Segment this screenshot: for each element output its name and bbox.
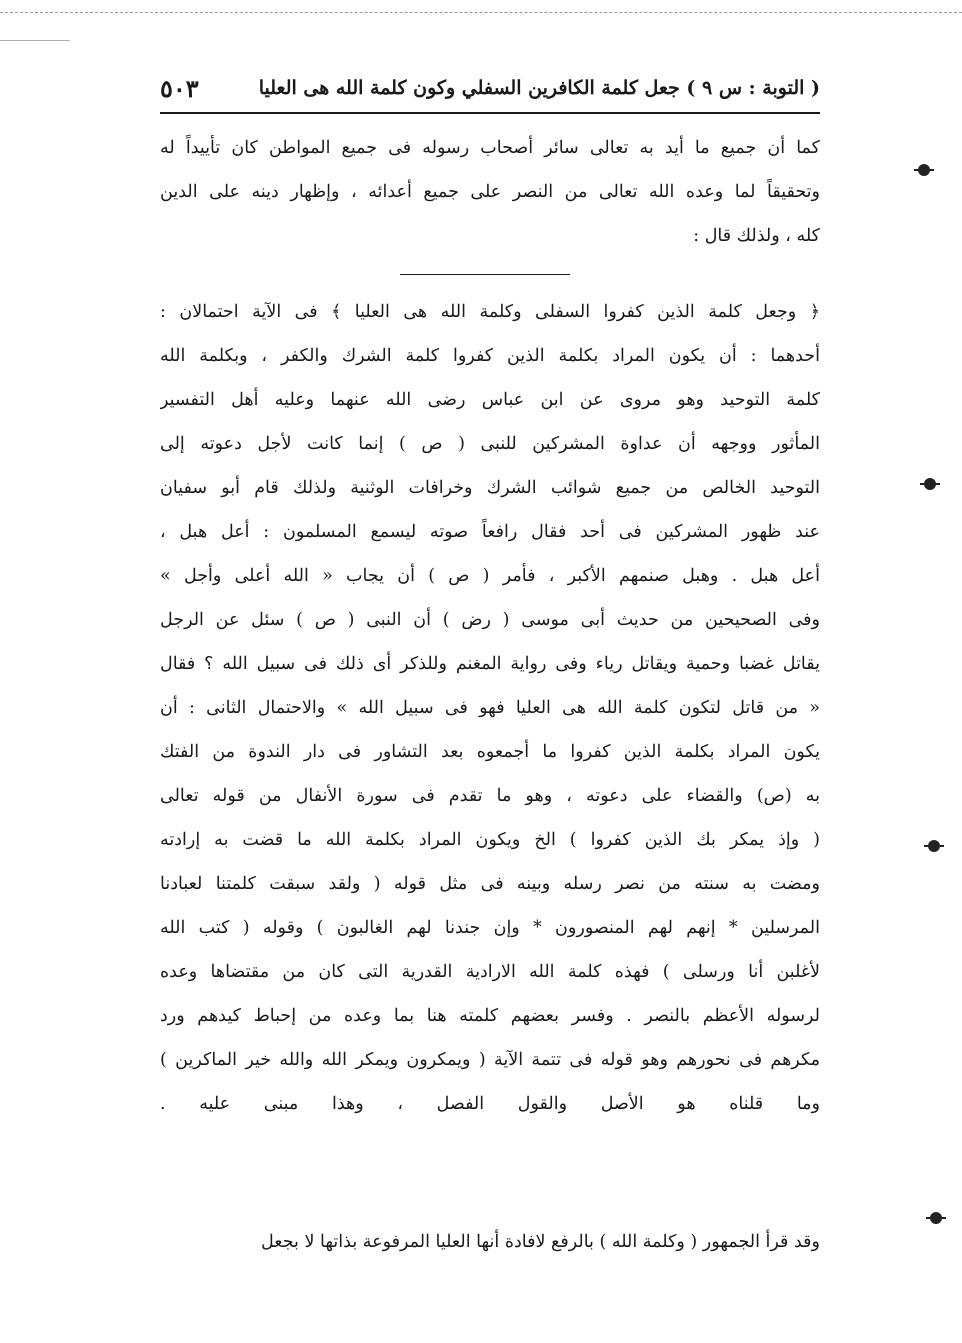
scan-edge-line	[0, 12, 962, 14]
text-line: ( وإذ يمكر بك الذين كفروا ) الخ ويكون المراد بكلمة الله ما قضت به إرادته	[160, 830, 820, 850]
text-line: وما قلناه هو الأصل والقول الفصل ، وهذا مبنى عليه .	[160, 1094, 820, 1114]
text-line: المأثور ووجهه أن عداوة المشركين للنبى ( ص ) إنما كانت لأجل دعوته إلى	[160, 434, 820, 454]
text-line	[160, 1126, 820, 1170]
running-header-title: ( التوبة : س ٩ ) جعل كلمة الكافرين السفلي وكون كلمة الله هى العليا	[258, 77, 820, 99]
text-line: كلمة التوحيد وهو مروى عن ابن عباس رضى الله عنهما وعليه أهل التفسير	[160, 390, 820, 410]
text-line: يكون المراد بكلمة الذين كفروا ما أجمعوه بعد التشاور فى دار الندوة من الفتك	[160, 742, 820, 762]
binding-hole-mark	[924, 478, 936, 490]
paragraph-reading	[160, 1220, 820, 1264]
binding-hole-mark	[918, 164, 930, 176]
text-line: أحدهما : أن يكون المراد بكلمة الذين كفروا كلمة الشرك والكفر ، وبكلمة الله	[160, 346, 820, 366]
scan-edge-mark	[0, 40, 70, 42]
page-number: ٥٠٣	[160, 73, 199, 103]
book-page	[160, 60, 820, 1300]
text-line: التوحيد الخالص من جميع شوائب الشرك وخرافات الوثنية ولذلك قام أبو سفيان	[160, 478, 820, 498]
binding-hole-mark	[930, 1212, 942, 1224]
text-line: وتحقيقاً لما وعده الله تعالى من النصر على جميع أعدائه ، وإظهار دينه على الدين	[160, 182, 820, 202]
text-line: لرسوله الأعظم بالنصر . وفسر بعضهم كلمته هنا بما وعده من إحباط كيدهم ورد	[160, 1006, 820, 1026]
binding-hole-mark	[928, 840, 940, 852]
text-line: ومضت به سنته من نصر رسله وبينه فى مثل قوله ( ولقد سبقت كلمتنا لعبادنا	[160, 874, 820, 894]
running-header	[160, 68, 820, 108]
text-line: يقاتل غضبا وحمية ويقاتل رياء وفى رواية المغنم وللذكر أى ذلك فى سبيل الله ؟ فقال	[160, 654, 820, 674]
paragraph-commentary	[160, 290, 820, 1170]
text-line: به (ص) والقضاء على دعوته ، وهو ما تقدم فى سورة الأنفال من قوله تعالى	[160, 786, 820, 806]
text-line: كله ، ولذلك قال :	[693, 226, 820, 246]
text-line: وفى الصحيحين من حديث أبى موسى ( رض ) أن النبى ( ص ) سئل عن الرجل	[160, 610, 820, 630]
header-rule	[160, 112, 820, 114]
text-line: أعل هبل . وهبل صنمهم الأكبر ، فأمر ( ص ) أن يجاب « الله أعلى وأجل »	[160, 566, 820, 586]
section-divider	[400, 274, 570, 275]
text-line: « من قاتل لتكون كلمة الله هى العليا فهو فى سبيل الله » والاحتمال الثانى : أن	[160, 698, 820, 718]
paragraph-intro	[160, 126, 820, 258]
text-line: عند ظهور المشركين فى أحد فقال رافعاً صوته ليسمع المسلمون : أعل هبل ،	[160, 522, 820, 542]
text-line: وقد قرأ الجمهور ( وكلمة الله ) بالرفع لافادة أنها العليا المرفوعة بذاتها لا بجعل	[261, 1232, 820, 1252]
text-line: كما أن جميع ما أيد به تعالى سائر أصحاب رسوله فى جميع المواطن كان تأييداً له	[160, 138, 820, 158]
text-line: المرسلين * إنهم لهم المنصورون * وإن جندنا لهم الغالبون ) وقوله ( كتب الله	[160, 918, 820, 938]
text-line: مكرهم فى نحورهم وهو قوله فى تتمة الآية ( ويمكرون ويمكر الله والله خير الماكرين )	[160, 1050, 820, 1070]
text-line: ﴿ وجعل كلمة الذين كفروا السفلى وكلمة الله هى العليا ﴾ فى الآية احتمالان :	[160, 302, 820, 322]
text-line: لأغلبن أنا ورسلى ) فهذه كلمة الله الارادية القدرية التى كان من مقتضاها وعده	[160, 962, 820, 982]
